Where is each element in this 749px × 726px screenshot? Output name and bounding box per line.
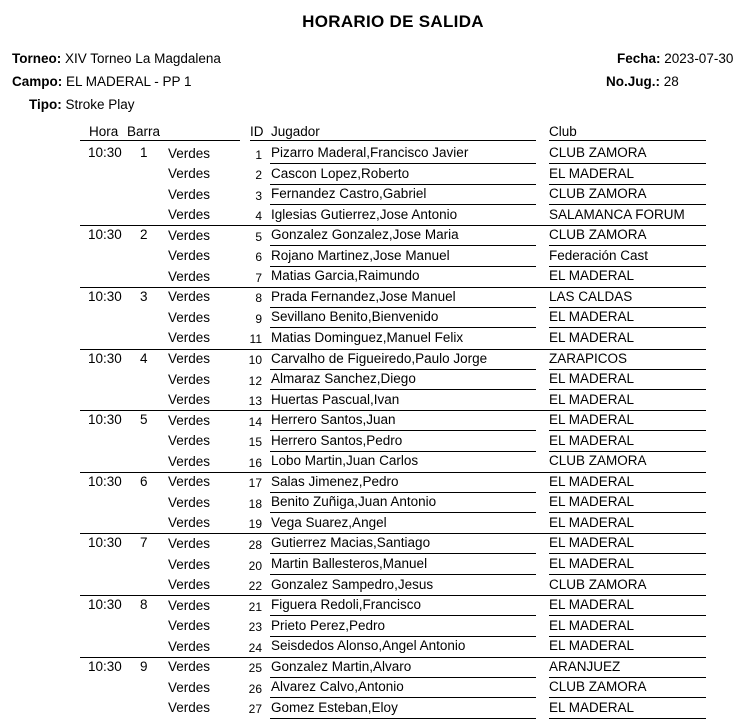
torneo-field — [12, 51, 221, 67]
tee-time: 10:30 — [88, 288, 122, 304]
group-separator — [80, 225, 706, 226]
player-club: EL MADERAL — [549, 494, 635, 510]
tee-time: 10:30 — [88, 535, 122, 551]
tee-time: 10:30 — [88, 597, 122, 613]
player-id: 7 — [255, 270, 262, 285]
row-underline-club — [549, 327, 706, 328]
player-name: Gonzalez Sampedro,Jesus — [271, 576, 434, 592]
tee-time: 10:30 — [88, 658, 122, 674]
tee-time: 10:30 — [88, 473, 122, 489]
row-underline — [270, 451, 536, 452]
player-tee: Verdes — [168, 618, 211, 634]
player-club: EL MADERAL — [549, 535, 635, 551]
row-underline — [270, 574, 536, 575]
fecha-value: 2023-07-30 — [664, 51, 734, 66]
player-name: Benito Zuñiga,Juan Antonio — [271, 494, 437, 510]
player-id: 4 — [255, 209, 262, 224]
row-underline-club — [549, 718, 706, 719]
player-name: Carvalho de Figueiredo,Paulo Jorge — [271, 350, 488, 366]
player-club: EL MADERAL — [549, 638, 635, 654]
player-club: CLUB ZAMORA — [549, 145, 647, 160]
player-club: EL MADERAL — [549, 268, 635, 284]
group-separator — [80, 287, 706, 288]
row-underline — [270, 184, 536, 185]
player-club: CLUB ZAMORA — [549, 576, 647, 592]
tee-time: 10:30 — [88, 412, 122, 428]
player-name: Iglesias Gutierrez,Jose Antonio — [271, 206, 458, 222]
player-tee: Verdes — [168, 535, 211, 551]
player-name: Gutierrez Macias,Santiago — [271, 535, 431, 551]
player-id: 24 — [248, 640, 262, 655]
player-tee: Verdes — [168, 309, 211, 325]
player-club: EL MADERAL — [549, 556, 635, 571]
page-title: HORARIO DE SALIDA — [302, 12, 484, 31]
player-id: 8 — [255, 291, 262, 306]
player-id: 2 — [255, 168, 262, 183]
player-tee: Verdes — [168, 474, 211, 490]
player-id: 10 — [248, 353, 262, 367]
player-id: 19 — [248, 517, 262, 532]
row-underline-club — [549, 163, 706, 164]
nojug-field — [606, 74, 679, 90]
player-id: 22 — [248, 579, 262, 594]
player-club: EL MADERAL — [549, 597, 635, 613]
player-id: 3 — [255, 188, 262, 203]
group-separator — [80, 595, 706, 596]
group-separator — [80, 657, 706, 658]
player-club: SALAMANCA FORUM — [549, 206, 685, 222]
player-tee: Verdes — [168, 453, 211, 469]
player-name: Figuera Redoli,Francisco — [271, 597, 422, 613]
player-id: 26 — [248, 681, 262, 696]
tee-time: 10:30 — [88, 145, 122, 160]
tee-time: 10:30 — [88, 350, 122, 366]
player-club: ZARAPICOS — [549, 350, 628, 366]
player-club: EL MADERAL — [549, 412, 635, 428]
player-name: Lobo Martin,Juan Carlos — [271, 453, 419, 469]
row-underline — [270, 369, 536, 370]
campo-field — [12, 74, 192, 90]
player-id: 6 — [255, 250, 262, 265]
row-underline — [270, 163, 536, 164]
row-underline — [270, 512, 536, 513]
player-club: EL MADERAL — [549, 391, 635, 407]
player-tee: Verdes — [168, 577, 211, 593]
fecha-label: Fecha: — [617, 51, 661, 66]
row-underline-club — [549, 204, 706, 205]
player-id: 23 — [248, 620, 262, 635]
torneo-value: XIV Torneo La Magdalena — [65, 51, 221, 66]
row-underline-club — [549, 615, 706, 616]
player-club: EL MADERAL — [549, 617, 635, 633]
player-tee: Verdes — [168, 412, 211, 428]
player-tee: Verdes — [168, 638, 211, 654]
tee-number: 2 — [140, 227, 148, 243]
group-separator — [80, 349, 706, 350]
tee-number: 3 — [140, 288, 148, 304]
row-underline-club — [549, 245, 706, 246]
player-id: 12 — [248, 373, 262, 388]
player-name: Vega Suarez,Angel — [271, 514, 387, 530]
tee-number: 4 — [140, 350, 148, 366]
player-club: CLUB ZAMORA — [549, 227, 647, 243]
player-club: LAS CALDAS — [549, 288, 633, 304]
campo-label: Campo: — [12, 74, 63, 89]
player-id: 28 — [248, 537, 262, 552]
nojug-value: 28 — [663, 74, 679, 89]
group-separator — [80, 533, 706, 534]
tee-number: 6 — [140, 473, 148, 489]
player-tee: Verdes — [168, 145, 211, 161]
player-name: Cascon Lopez,Roberto — [271, 165, 410, 181]
tipo-field — [29, 97, 135, 113]
player-id: 13 — [248, 394, 262, 409]
player-club: CLUB ZAMORA — [549, 453, 647, 469]
player-id: 5 — [255, 229, 262, 244]
row-underline — [270, 492, 536, 493]
player-club: EL MADERAL — [549, 473, 635, 489]
player-name: Matias Dominguez,Manuel Felix — [271, 329, 464, 345]
column-header-hora: Hora — [89, 124, 119, 139]
player-tee: Verdes — [168, 227, 211, 243]
player-tee: Verdes — [168, 371, 211, 387]
player-name: Prieto Perez,Pedro — [271, 617, 386, 633]
row-underline-club — [549, 574, 706, 575]
row-underline — [270, 677, 536, 678]
group-separator — [80, 410, 706, 411]
row-underline — [270, 389, 536, 390]
row-underline-club — [549, 369, 706, 370]
player-tee: Verdes — [168, 207, 211, 223]
player-name: Pizarro Maderal,Francisco Javier — [271, 145, 469, 160]
player-id: 1 — [255, 147, 262, 162]
header-underline-jugador — [250, 140, 536, 141]
player-club: EL MADERAL — [549, 514, 635, 530]
row-underline-club — [549, 512, 706, 513]
player-id: 9 — [255, 311, 262, 326]
column-header-club: Club — [549, 124, 577, 139]
player-club: CLUB ZAMORA — [549, 679, 647, 695]
row-underline-club — [549, 184, 706, 185]
player-tee: Verdes — [168, 556, 211, 572]
player-club: ARANJUEZ — [549, 658, 621, 674]
row-underline — [270, 718, 536, 719]
player-club: EL MADERAL — [549, 309, 635, 325]
player-id: 17 — [248, 476, 262, 491]
player-name: Sevillano Benito,Bienvenido — [271, 309, 439, 325]
row-underline — [270, 430, 536, 431]
player-tee: Verdes — [168, 700, 211, 716]
column-header-jugador: Jugador — [271, 124, 320, 139]
player-name: Gonzalez Martin,Alvaro — [271, 658, 412, 674]
tipo-label: Tipo: — [29, 97, 62, 112]
player-club: EL MADERAL — [549, 371, 635, 387]
player-tee: Verdes — [168, 289, 211, 305]
row-underline — [270, 615, 536, 616]
row-underline — [270, 327, 536, 328]
player-tee: Verdes — [168, 597, 211, 613]
player-name: Herrero Santos,Pedro — [271, 432, 403, 448]
player-club: EL MADERAL — [549, 699, 635, 715]
group-separator — [80, 472, 706, 473]
player-tee: Verdes — [168, 433, 211, 449]
fecha-field — [617, 51, 733, 67]
player-tee: Verdes — [168, 515, 211, 531]
player-tee: Verdes — [168, 166, 211, 182]
row-underline — [270, 307, 536, 308]
player-id: 16 — [248, 455, 262, 470]
player-name: Salas Jimenez,Pedro — [271, 473, 399, 489]
player-name: Gomez Esteban,Eloy — [271, 699, 398, 715]
player-id: 25 — [248, 661, 262, 676]
row-underline-club — [549, 451, 706, 452]
row-underline-club — [549, 389, 706, 390]
player-id: 21 — [248, 599, 262, 614]
player-club: EL MADERAL — [549, 165, 635, 181]
player-tee: Verdes — [168, 392, 211, 408]
campo-value: EL MADERAL - PP 1 — [66, 74, 192, 89]
player-tee: Verdes — [168, 330, 211, 346]
player-tee: Verdes — [168, 494, 211, 510]
player-id: 18 — [248, 496, 262, 511]
player-name: Alvarez Calvo,Antonio — [271, 679, 404, 695]
column-header-id: ID — [250, 124, 264, 139]
player-name: Seisdedos Alonso,Angel Antonio — [271, 638, 466, 654]
player-tee: Verdes — [168, 351, 211, 366]
row-underline-club — [549, 697, 706, 698]
tee-number: 1 — [140, 145, 148, 160]
row-underline-club — [549, 307, 706, 308]
player-name: Almaraz Sanchez,Diego — [271, 371, 416, 387]
player-tee: Verdes — [168, 679, 211, 695]
player-tee: Verdes — [168, 248, 211, 264]
torneo-label: Torneo: — [12, 51, 62, 66]
player-id: 20 — [248, 558, 262, 573]
row-underline — [270, 553, 536, 554]
row-underline-club — [549, 266, 706, 267]
player-tee: Verdes — [168, 659, 211, 675]
player-tee: Verdes — [168, 186, 211, 202]
player-name: Martin Ballesteros,Manuel — [271, 556, 428, 571]
header-underline-hora-barra — [80, 140, 240, 141]
player-id: 27 — [248, 702, 262, 717]
row-underline — [270, 204, 536, 205]
column-header-barra: Barra — [127, 124, 161, 139]
row-underline-club — [549, 430, 706, 431]
player-name: Matias Garcia,Raimundo — [271, 268, 420, 284]
player-id: 15 — [248, 435, 262, 450]
player-id: 14 — [248, 414, 262, 429]
tee-number: 7 — [140, 535, 148, 551]
player-name: Rojano Martinez,Jose Manuel — [271, 247, 450, 263]
player-club: EL MADERAL — [549, 329, 635, 345]
header-underline-club — [549, 140, 706, 141]
player-id: 11 — [249, 332, 262, 347]
player-tee: Verdes — [168, 268, 211, 284]
player-club: CLUB ZAMORA — [549, 186, 647, 202]
player-name: Prada Fernandez,Jose Manuel — [271, 288, 456, 304]
row-underline-club — [549, 553, 706, 554]
player-club: EL MADERAL — [549, 432, 635, 448]
row-underline-club — [549, 677, 706, 678]
row-underline-club — [549, 492, 706, 493]
row-underline — [270, 697, 536, 698]
player-name: Gonzalez Gonzalez,Jose Maria — [271, 227, 459, 243]
player-club: Federación Cast — [549, 247, 649, 263]
row-underline-club — [549, 636, 706, 637]
tee-number: 9 — [140, 658, 148, 674]
row-underline — [270, 245, 536, 246]
player-name: Herrero Santos,Juan — [271, 412, 396, 428]
tipo-value: Stroke Play — [65, 97, 135, 112]
tee-number: 8 — [140, 597, 148, 613]
tee-number: 5 — [140, 412, 148, 428]
tee-time: 10:30 — [88, 227, 122, 243]
row-underline — [270, 266, 536, 267]
nojug-label: No.Jug.: — [606, 74, 660, 89]
row-underline — [270, 636, 536, 637]
player-name: Huertas Pascual,Ivan — [271, 391, 400, 407]
player-name: Fernandez Castro,Gabriel — [271, 186, 427, 202]
